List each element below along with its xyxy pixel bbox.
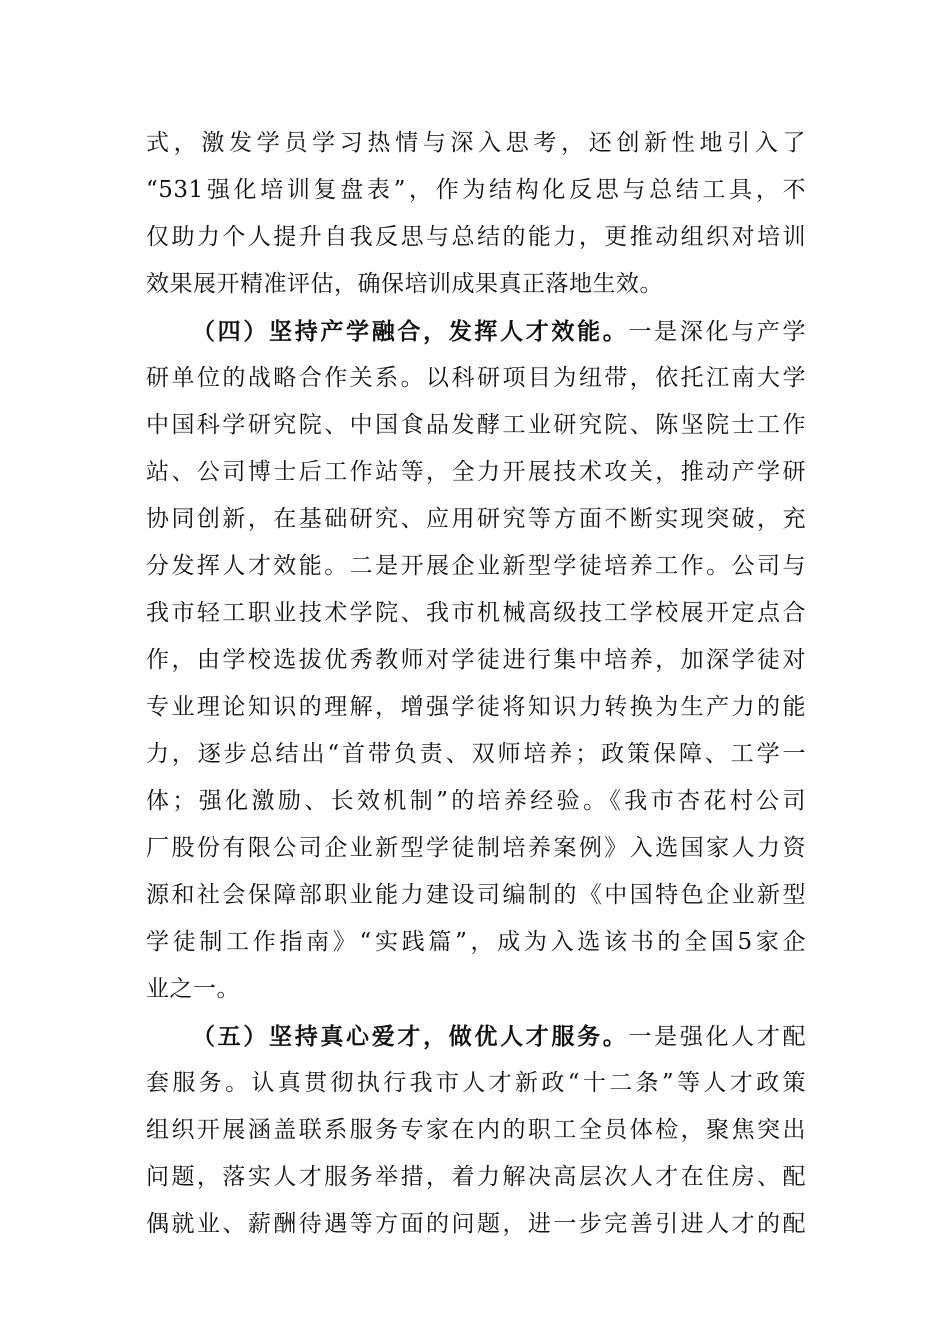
text-line: 研单位的战略合作关系。以科研项目为纽带，依托江南大学 — [146, 365, 806, 391]
text-line: 效果展开精准评估，确保培训成果真正落地生效。 — [146, 271, 663, 297]
text-line: 问题，落实人才服务举措，着力解决高层次人才在住房、配 — [146, 1164, 806, 1190]
text-line: 学徒制工作指南》“实践篇”，成为入选该书的全国5家企 — [146, 929, 806, 955]
section-heading-four: （四）坚持产学融合，发挥人才效能。 — [192, 318, 629, 345]
paragraph-first-line — [146, 1013, 806, 1060]
text-line: 分发挥人才效能。二是开展企业新型学徒培养工作。公司与 — [146, 553, 806, 579]
paragraph-continued — [146, 120, 806, 308]
text-line: 偶就业、薪酬待遇等方面的问题，进一步完善引进人才的配 — [146, 1211, 806, 1237]
text-line: 业之一。 — [146, 976, 240, 1002]
paragraph-section-five — [146, 1013, 806, 1248]
text-line: 组织开展涵盖联系服务专家在内的职工全员体检，聚焦突出 — [146, 1117, 806, 1143]
body-text — [146, 120, 806, 1248]
text-line: 站、公司博士后工作站等，全力开展技术攻关，推动产学研 — [146, 459, 806, 485]
paragraph-section-four — [146, 308, 806, 1013]
text-line: 厂股份有限公司企业新型学徒制培养案例》入选国家人力资 — [146, 835, 806, 861]
text-line: 作，由学校选拔优秀教师对学徒进行集中培养，加深学徒对 — [146, 647, 806, 673]
text-line: 我市轻工职业技术学院、我市机械高级技工学校展开定点合 — [146, 600, 806, 626]
section-heading-five: （五）坚持真心爱才，做优人才服务。 — [192, 1023, 629, 1050]
text-run: 一是深化与产学 — [628, 319, 807, 345]
text-line: 体；强化激励、长效机制”的培养经验。《我市杏花村公司 — [146, 788, 806, 814]
text-run: 一是强化人才配 — [628, 1024, 807, 1050]
text-line: 专业理论知识的理解，增强学徒将知识力转换为生产力的能 — [146, 694, 806, 720]
text-line: 协同创新，在基础研究、应用研究等方面不断实现突破，充 — [146, 506, 806, 532]
text-line: 源和社会保障部职业能力建设司编制的《中国特色企业新型 — [146, 882, 806, 908]
text-line: 中国科学研究院、中国食品发酵工业研究院、陈坚院士工作 — [146, 412, 806, 438]
paragraph-first-line — [146, 308, 806, 355]
text-line: 力，逐步总结出“首带负责、双师培养；政策保障、工学一 — [146, 741, 806, 767]
text-line: “531强化培训复盘表”，作为结构化反思与总结工具，不 — [146, 177, 806, 203]
text-line: 仅助力个人提升自我反思与总结的能力，更推动组织对培训 — [146, 224, 806, 250]
text-line: 套服务。认真贯彻执行我市人才新政“十二条”等人才政策 — [146, 1070, 806, 1096]
text-line: 式，激发学员学习热情与深入思考，还创新性地引入了 — [146, 130, 806, 156]
